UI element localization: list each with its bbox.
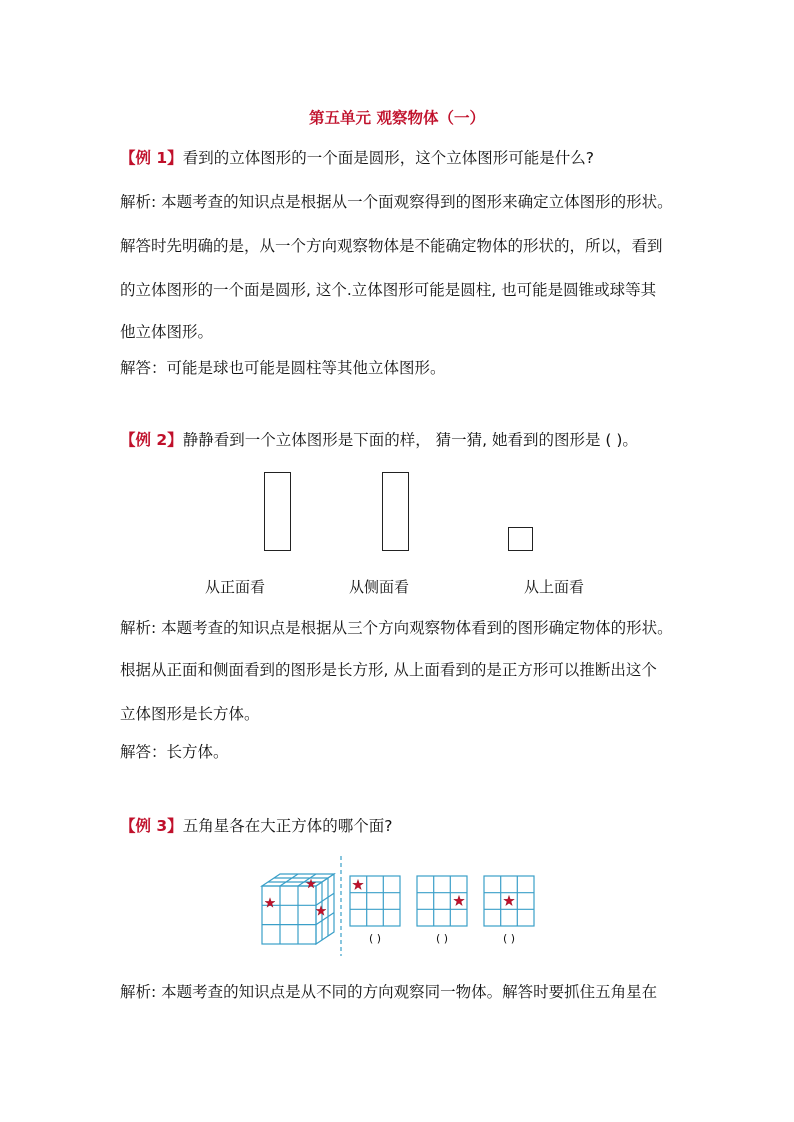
top-view-square — [508, 527, 533, 551]
top-view-caption: 从上面看 — [524, 578, 585, 596]
side-view-caption: 从侧面看 — [349, 578, 410, 596]
example-2-tag: 【例 2】 — [120, 431, 183, 449]
example-1-analysis-line: 的立体图形的一个面是圆形, 这个.立体图形可能是圆柱, 也可能是圆锥或球等其 — [120, 281, 657, 299]
example-3-tag: 【例 3】 — [120, 817, 183, 835]
example-1-analysis-line: 解析: 本题考查的知识点是根据从一个面观察得到的图形来确定立体图形的形状。 — [120, 193, 673, 211]
star-icon — [504, 895, 515, 905]
example-1-question-text: 看到的立体图形的一个面是圆形，这个立体图形可能是什么? — [182, 149, 594, 167]
example-1-analysis-line: 他立体图形。 — [120, 323, 214, 341]
star-icon — [306, 879, 315, 888]
answer-blank-2[interactable]: ( ) — [435, 932, 449, 945]
front-view-caption: 从正面看 — [205, 578, 266, 596]
star-icon — [316, 906, 326, 916]
example-1-answer: 解答：可能是球也可能是圆柱等其他立体图形。 — [120, 359, 446, 377]
example-2-question — [120, 430, 638, 450]
example-1-analysis-line: 解答时先明确的是，从一个方向观察物体是不能确定物体的形状的，所以，看到 — [120, 237, 663, 255]
example-2-analysis-line: 立体图形是长方体。 — [120, 705, 260, 723]
answer-blank-3[interactable]: ( ) — [502, 932, 516, 945]
star-icon — [454, 895, 465, 905]
example-2-answer: 解答：长方体。 — [120, 743, 229, 761]
cube-drawing — [262, 874, 334, 944]
example-1-tag: 【例 1】 — [120, 149, 183, 167]
example-3-analysis-line: 解析: 本题考查的知识点是从不同的方向观察同一物体。解答时要抓住五角星在 — [120, 983, 658, 1001]
example-2-analysis-line: 解析: 本题考查的知识点是根据从三个方向观察物体看到的图形确定物体的形状。 — [120, 619, 673, 637]
example-2-analysis-line: 根据从正面和侧面看到的图形是长方形, 从上面看到的是正方形可以推断出这个 — [120, 661, 657, 679]
side-view-rectangle — [382, 472, 409, 551]
example-3-question-text: 五角星各在大正方体的哪个面? — [182, 817, 393, 835]
cube-figure — [255, 856, 555, 956]
example-1-question — [120, 148, 594, 168]
answer-blank-1[interactable]: ( ) — [368, 932, 382, 945]
page-title: 第五单元 观察物体（一） — [309, 109, 485, 127]
example-2-question-text: 静静看到一个立体图形是下面的样， 猜一猜, 她看到的图形是 ( )。 — [182, 431, 638, 449]
front-view-rectangle — [264, 472, 291, 551]
example-3-question — [120, 816, 392, 836]
star-icon — [353, 879, 364, 889]
